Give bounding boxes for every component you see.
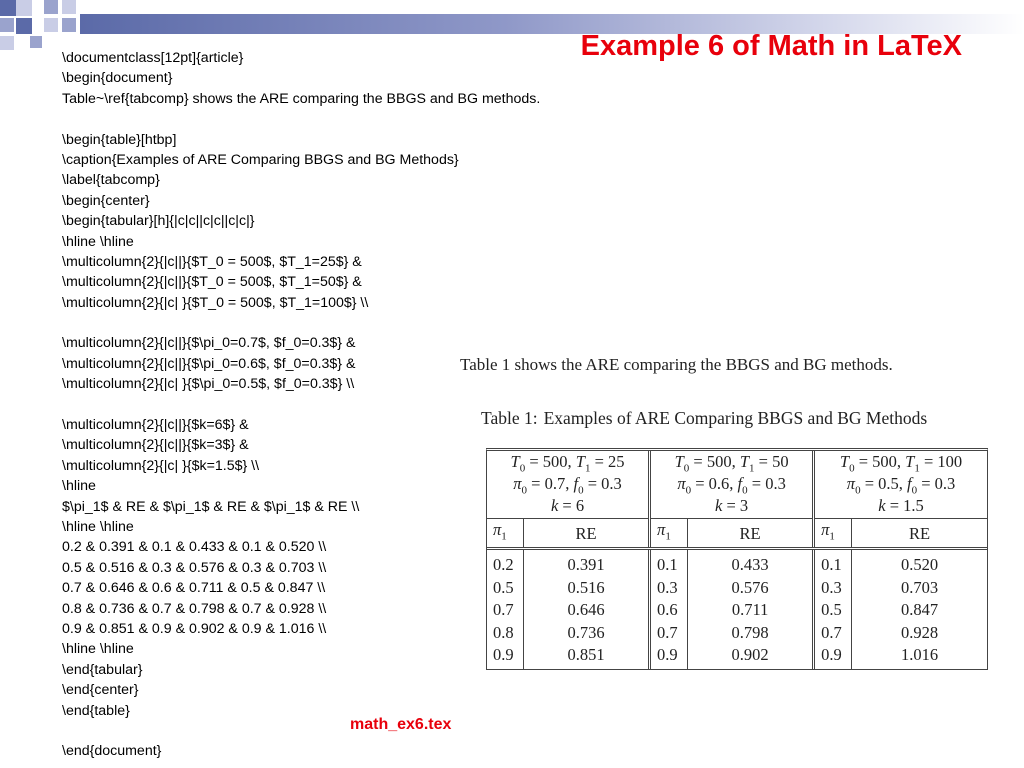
header-line-temps: $T_0 = 500$, $T_1 = 100$	[839, 452, 963, 475]
code-line: \multicolumn{2}{|c| }{$\pi_0=0.5$, $f_0=0.3$} \\	[62, 376, 355, 393]
code-line: 0.9 & 0.851 & 0.9 & 0.902 & 0.9 & 1.016 \\	[62, 620, 327, 637]
header-line-k: k = 6	[550, 496, 585, 515]
code-line	[62, 109, 540, 129]
source-filename: math_ex6.tex	[350, 716, 452, 733]
code-line: \multicolumn{2}{|c||}{$T_0 = 500$, $T_1=50$} &	[62, 274, 362, 291]
t0-value: 500	[706, 452, 732, 471]
re-cell: 0.798	[731, 622, 769, 642]
t0-value: 500	[872, 452, 897, 471]
code-line: \multicolumn{2}{|c||}{$k=6$} &	[62, 417, 249, 434]
code-line: \hline \hline	[62, 641, 134, 658]
decor-square	[62, 0, 76, 14]
decor-square	[30, 36, 42, 48]
code-line: \multicolumn{2}{|c| }{$T_0 = 500$, $T_1=100$} \\	[62, 294, 369, 311]
rendered-table-caption	[481, 408, 927, 429]
slide-title: Example 6 of Math in LaTeX	[580, 30, 962, 62]
pi1-cell: 0.9	[657, 645, 678, 665]
group-header	[487, 451, 650, 519]
re-cell: 1.016	[900, 645, 939, 665]
pi1-cell: 0.1	[821, 555, 842, 575]
pi1-cell: 0.7	[657, 622, 678, 642]
re-column	[852, 549, 987, 669]
re-cell: 0.851	[567, 645, 605, 665]
code-line: 0.5 & 0.516 & 0.3 & 0.576 & 0.3 & 0.703 \\	[62, 559, 327, 576]
rendered-intro-text: Table 1 shows the ARE comparing the BBGS and BG methods.	[460, 355, 893, 374]
header-line-params: $\pi_0 = 0.5$, $f_0 = 0.3$	[846, 474, 956, 497]
code-line: \hline \hline	[62, 518, 134, 535]
code-line: \documentclass[12pt]{article}	[62, 50, 244, 66]
header-line-params: $\pi_0 = 0.7$, $f_0 = 0.3$	[513, 474, 622, 497]
col-label-pi1: $\pi_1$	[814, 519, 852, 549]
code-line: \multicolumn{2}{|c||}{$k=3$} &	[62, 437, 249, 454]
code-line: \hline \hline	[62, 233, 134, 250]
pi1-cell: 0.3	[657, 577, 678, 597]
decor-square	[0, 0, 16, 16]
code-line: 0.7 & 0.646 & 0.6 & 0.711 & 0.5 & 0.847 \\	[62, 580, 326, 597]
code-line: \label{tabcomp}	[62, 172, 160, 189]
pi1-cell: 0.6	[657, 600, 678, 620]
f0-value: 0.3	[601, 474, 622, 493]
k-value: 6	[575, 496, 585, 515]
pi0-value: 0.7	[544, 474, 566, 493]
t1-value: 25	[608, 452, 625, 471]
col-label-pi1: $\pi_1$	[487, 519, 524, 549]
code-line: $\pi_1$ & RE & $\pi_1$ & RE & $\pi_1$ & RE \\	[62, 498, 360, 515]
col-label-re: RE	[524, 519, 650, 549]
pi1-cell: 0.9	[493, 645, 514, 665]
t1-value: 50	[772, 452, 789, 471]
re-cell: 0.520	[900, 555, 939, 575]
decor-square	[16, 18, 32, 34]
code-line: Table~\ref{tabcomp} shows the ARE comparing the BBGS and BG methods.	[62, 90, 541, 107]
pi1-cell: 0.5	[493, 577, 514, 597]
rendered-output	[458, 350, 1004, 680]
pi1-column	[650, 549, 688, 669]
pi1-cell: 0.8	[493, 622, 514, 642]
code-line: \begin{document}	[62, 70, 173, 87]
group-header	[650, 451, 814, 519]
re-cell: 0.433	[731, 555, 769, 575]
decor-square	[0, 36, 14, 50]
re-cell: 0.646	[567, 600, 605, 620]
rendered-table	[486, 448, 988, 670]
group-header	[814, 451, 987, 519]
pi1-cell: 0.7	[493, 600, 514, 620]
code-line: \end{tabular}	[62, 661, 143, 678]
pi1-column	[814, 549, 852, 669]
pi1-cell: 0.7	[821, 622, 842, 642]
code-line: \hline	[62, 478, 96, 495]
code-line: 0.8 & 0.736 & 0.7 & 0.798 & 0.7 & 0.928 \\	[62, 600, 327, 617]
code-line: \end{center}	[62, 682, 139, 699]
code-line: \multicolumn{2}{|c||}{$\pi_0=0.6$, $f_0=0.3$} &	[62, 355, 356, 372]
decor-square	[62, 18, 76, 32]
re-cell: 0.516	[567, 577, 605, 597]
k-value: 3	[739, 496, 749, 515]
pi1-cell: 0.1	[657, 555, 678, 575]
code-line	[62, 313, 540, 333]
decor-square	[16, 0, 32, 16]
header-line-k: k = 1.5	[878, 496, 924, 515]
code-line: \caption{Examples of ARE Comparing BBGS and BG Methods}	[62, 151, 459, 168]
re-cell: 0.928	[900, 622, 939, 642]
t0-value: 500	[542, 452, 568, 471]
pi1-cell: 0.5	[821, 600, 842, 620]
header-line-temps: $T_0 = 500$, $T_1 = 25$	[510, 452, 625, 475]
code-line: \begin{table}[htbp]	[62, 131, 177, 148]
f0-value: 0.3	[765, 474, 786, 493]
code-line: \begin{tabular}[h]{|c|c||c|c||c|c|}	[62, 213, 255, 230]
pi1-column	[487, 549, 524, 669]
header-line-temps: $T_0 = 500$, $T_1 = 50$	[674, 452, 789, 475]
are-table	[487, 451, 987, 669]
re-cell: 0.576	[731, 577, 769, 597]
k-value: 1.5	[903, 496, 924, 515]
code-line: \multicolumn{2}{|c| }{$k=1.5$} \\	[62, 457, 260, 474]
decor-square	[0, 18, 14, 32]
re-cell: 0.902	[731, 645, 769, 665]
caption-text: Examples of ARE Comparing BBGS and BG Methods	[543, 408, 928, 428]
t1-value: 100	[937, 452, 963, 471]
re-column	[688, 549, 814, 669]
pi1-cell: 0.2	[493, 555, 514, 575]
code-line: \begin{center}	[62, 192, 150, 209]
re-cell: 0.391	[567, 555, 605, 575]
re-cell: 0.736	[567, 622, 605, 642]
pi1-cell: 0.3	[821, 577, 842, 597]
re-cell: 0.847	[900, 600, 939, 620]
col-label-re: RE	[852, 519, 987, 549]
header-line-params: $\pi_0 = 0.6$, $f_0 = 0.3$	[677, 474, 786, 497]
f0-value: 0.3	[934, 474, 956, 493]
decor-square	[44, 0, 58, 14]
code-line: \multicolumn{2}{|c||}{$\pi_0=0.7$, $f_0=0.3$} &	[62, 335, 356, 352]
caption-label: Table 1:	[481, 408, 538, 428]
re-cell: 0.703	[900, 577, 939, 597]
pi0-value: 0.5	[878, 474, 899, 493]
col-label-pi1: $\pi_1$	[650, 519, 688, 549]
re-column	[524, 549, 650, 669]
code-line: \end{document}	[62, 743, 162, 760]
decor-square	[44, 18, 58, 32]
re-cell: 0.711	[731, 600, 769, 620]
code-line: 0.2 & 0.391 & 0.1 & 0.433 & 0.1 & 0.520 \\	[62, 539, 327, 556]
pi1-cell: 0.9	[821, 645, 842, 665]
code-line: \multicolumn{2}{|c||}{$T_0 = 500$, $T_1=25$} &	[62, 253, 362, 270]
header-line-k: k = 3	[715, 496, 749, 515]
col-label-re: RE	[688, 519, 814, 549]
pi0-value: 0.6	[708, 474, 730, 493]
code-line	[62, 721, 540, 741]
code-line: \end{table}	[62, 702, 130, 719]
